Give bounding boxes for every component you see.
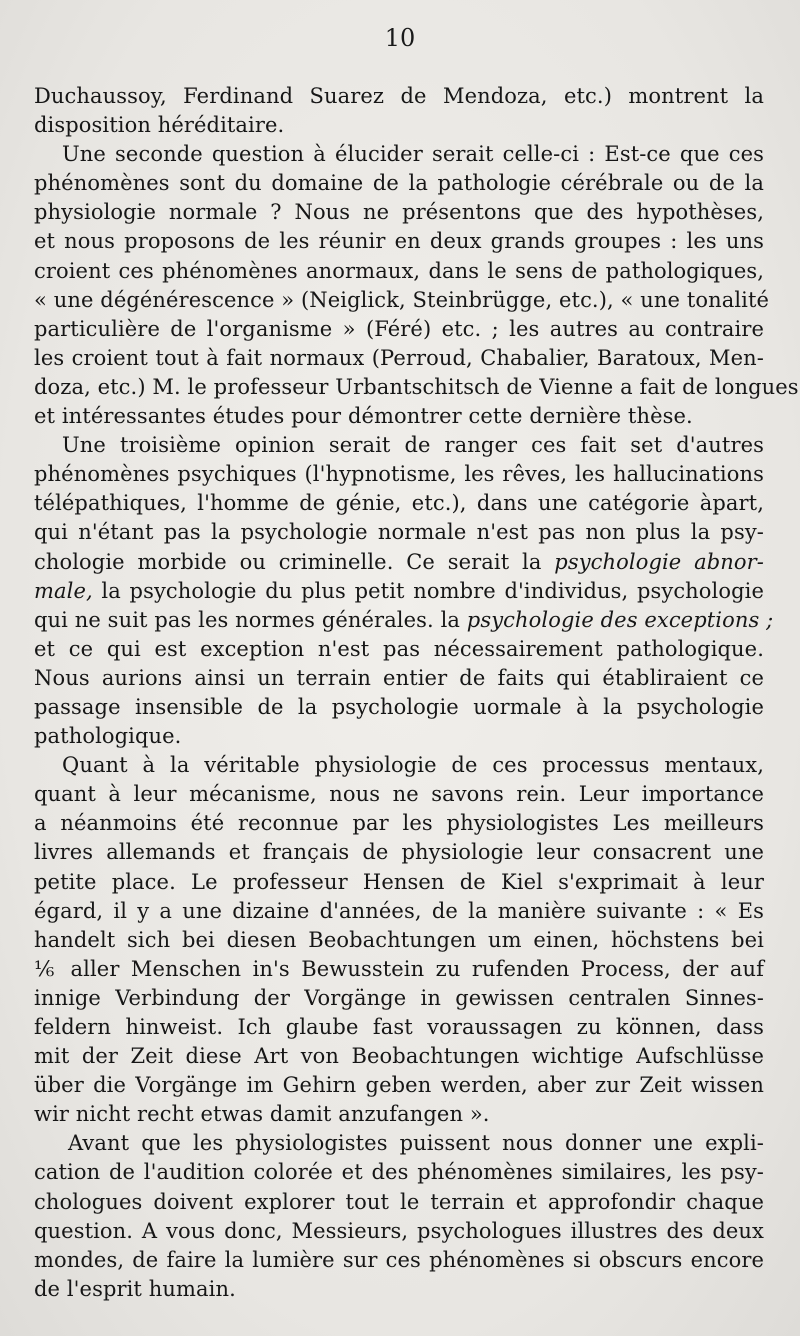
page-number: 10 <box>384 24 416 52</box>
text-line: handelt sich bei diesen Beobachtungen um einen, höchstens bei <box>34 927 764 952</box>
text-line: et ce qui est exception n'est pas nécessairement pathologique. <box>34 636 764 661</box>
text-line: Quant à la véritable physiologie de ces processus mentaux, <box>62 753 764 778</box>
text-line: cation de l'audition colorée et des phénomènes similaires, les psy- <box>34 1160 764 1185</box>
text-line: disposition héréditaire. <box>34 113 285 138</box>
text-line: « une dégénérescence » (Neiglick, Steinbrügge, etc.), « une tonalité <box>34 287 770 312</box>
text-line: chologues doivent explorer tout le terrain et approfondir chaque <box>34 1189 764 1214</box>
text-line: égard, il y a une dizaine d'années, de la manière suivante : « Es <box>34 898 764 923</box>
text-line: physiologie normale ? Nous ne présentons que des hypothèses, <box>34 200 764 225</box>
italic-segment: male, <box>34 578 93 603</box>
text-line: mit der Zeit diese Art von Beobachtungen wichtige Aufschlüsse <box>34 1044 764 1069</box>
text-line: wir nicht recht etwas damit anzufangen ». <box>34 1102 490 1127</box>
text-line: qui n'étant pas la psychologie normale n'est pas non plus la psy- <box>34 520 764 545</box>
text-line: phénomènes sont du domaine de la pathologie cérébrale ou de la <box>34 171 764 196</box>
text-line: passage insensible de la psychologie uormale à la psychologie <box>34 694 764 719</box>
text-line: pathologique. <box>34 724 182 749</box>
text-line: petite place. Le professeur Hensen de Kiel s'exprimait à leur <box>34 869 764 894</box>
text-line: livres allemands et français de physiologie leur consacrent une <box>34 840 764 865</box>
body-text <box>34 82 799 1304</box>
text-line: innige Verbindung der Vorgänge in gewissen centralen Sinnes- <box>34 985 764 1010</box>
text-line: de l'esprit humain. <box>34 1276 236 1301</box>
text-line: phénomènes psychiques (l'hypnotisme, les rêves, les hallucinations <box>34 462 764 487</box>
text-line: quant à leur mécanisme, nous ne savons rein. Leur importance <box>34 782 764 807</box>
text-line: question. A vous donc, Messieurs, psychologues illustres des deux <box>34 1218 764 1243</box>
text-line: Une seconde question à élucider serait celle-ci : Est-ce que ces <box>62 142 764 167</box>
text-line: Avant que les physiologistes puissent nous donner une expli- <box>68 1131 764 1156</box>
text-line: particulière de l'organisme » (Féré) etc. ; les autres au contraire <box>34 316 764 341</box>
text-line: Une troisième opinion serait de ranger ces fait set d'autres <box>62 433 764 458</box>
text-line: et nous proposons de les réunir en deux grands groupes : les uns <box>34 229 764 254</box>
text-line: feldern hinweist. Ich glaube fast voraussagen zu können, dass <box>34 1015 764 1039</box>
text-segment: chologie morbide ou criminelle. Ce serait la <box>34 549 555 574</box>
text-line: über die Vorgänge im Gehirn geben werden, aber zur Zeit wissen <box>34 1073 764 1098</box>
text-line: Duchaussoy, Ferdinand Suarez de Mendoza, etc.) montrent la <box>34 84 764 108</box>
text-line: mondes, de faire la lumière sur ces phénomènes si obscurs encore <box>34 1247 764 1272</box>
text-line: les croient tout à fait normaux (Perroud, Chabalier, Baratoux, Men- <box>34 345 764 370</box>
text-line: télépathiques, l'homme de génie, etc.), dans une catégorie àpart, <box>34 491 764 516</box>
text-line: ⅙ aller Menschen in's Bewusstein zu rufenden Process, der auf <box>34 956 764 981</box>
text-line <box>34 577 764 606</box>
italic-segment: psychologie des exceptions ; <box>466 607 774 632</box>
text-line <box>34 548 764 577</box>
text-line: Nous aurions ainsi un terrain entier de faits qui établiraient ce <box>34 665 764 690</box>
text-line: et intéressantes études pour démontrer cette dernière thèse. <box>34 404 693 429</box>
italic-segment: psychologie abnor- <box>554 549 764 574</box>
text-segment: qui ne suit pas les normes générales. la <box>34 607 467 632</box>
text-line: doza, etc.) M. le professeur Urbantschitsch de Vienne a fait de longues <box>34 374 799 399</box>
text-line: a néanmoins été reconnue par les physiologistes Les meilleurs <box>34 811 764 836</box>
text-segment: la psychologie du plus petit nombre d'individus, psychologie <box>92 578 764 603</box>
text-line: croient ces phénomènes anormaux, dans le sens de pathologiques, <box>34 258 764 283</box>
text-line <box>34 606 774 635</box>
